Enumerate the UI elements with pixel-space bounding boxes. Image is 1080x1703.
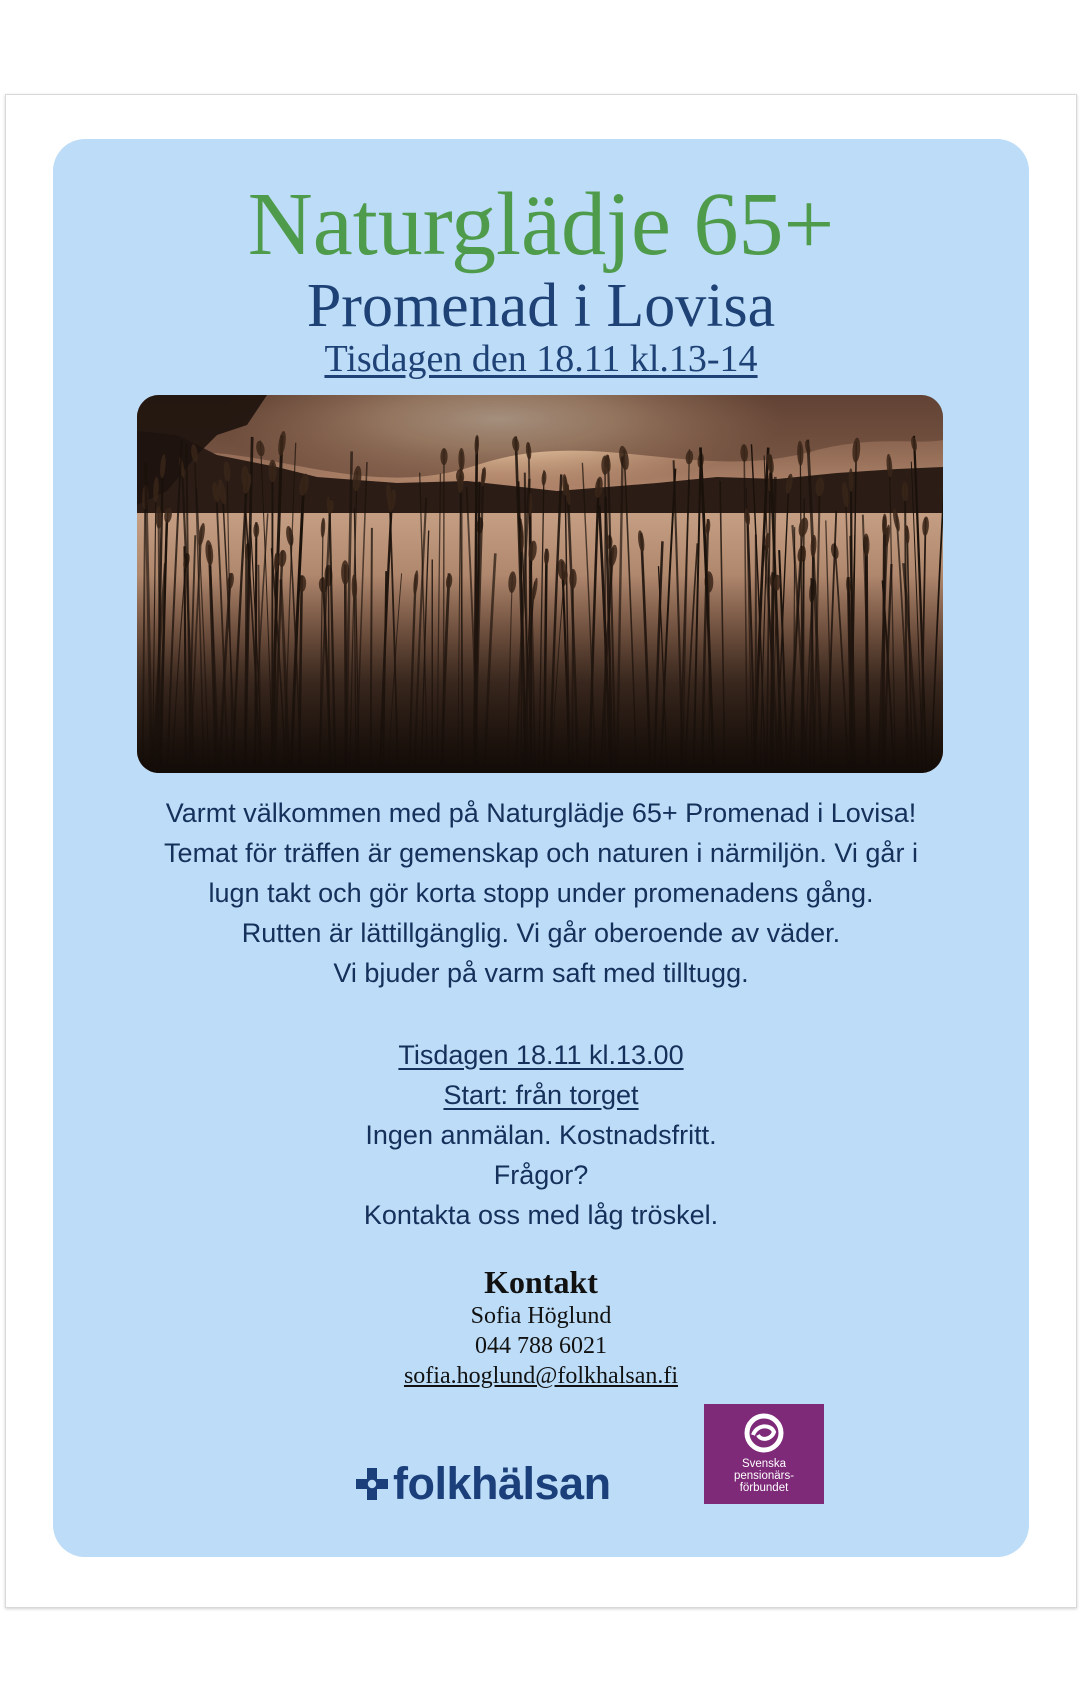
- poster-date-line: Tisdagen den 18.11 kl.13-14: [324, 338, 758, 380]
- body-line: Rutten är lättillgänglig. Vi går oberoende av väder.: [241, 918, 841, 948]
- reeds-sunset-photo: [137, 395, 943, 773]
- poster-page: [5, 94, 1077, 1608]
- body-line: Vi bjuder på varm saft med tilltugg.: [333, 958, 749, 988]
- body-line: Varmt välkommen med på Naturglädje 65+ Promenad i Lovisa!: [165, 798, 917, 828]
- contact-email-link[interactable]: sofia.hoglund@folkhalsan.fi: [403, 1363, 679, 1389]
- spf-line: pensionärs-: [733, 1470, 795, 1482]
- folkhalsan-cross-icon: [355, 1467, 389, 1501]
- contact-heading: Kontakt: [484, 1264, 598, 1300]
- event-questions: Frågor?: [493, 1160, 589, 1190]
- contact-name: Sofia Höglund: [470, 1303, 612, 1329]
- event-details: [93, 1035, 989, 1235]
- event-start-location: Start: från torget: [443, 1080, 639, 1110]
- poster-subtitle: Promenad i Lovisa: [306, 272, 776, 340]
- contact-block: [93, 1263, 989, 1391]
- body-line: Temat för träffen är gemenskap och naturen i närmiljön. Vi går i: [164, 838, 918, 868]
- folkhalsan-wordmark: folkhälsan: [393, 1458, 611, 1509]
- invitation-text: [93, 793, 989, 993]
- body-line: lugn takt och gör korta stopp under promenadens gång.: [208, 878, 874, 908]
- event-contact-note: Kontakta oss med låg tröskel.: [363, 1200, 719, 1230]
- contact-phone[interactable]: 044 788 6021: [475, 1333, 607, 1359]
- poster-title: Naturglädje 65+: [247, 175, 835, 274]
- folkhalsan-logo: [355, 1457, 611, 1511]
- spf-line: Svenska: [741, 1458, 787, 1470]
- event-date: Tisdagen 18.11 kl.13.00: [398, 1040, 684, 1070]
- spf-emblem-icon: [741, 1410, 787, 1456]
- spf-line: förbundet: [739, 1482, 789, 1494]
- spf-logo: [704, 1404, 824, 1504]
- poster-card: [53, 139, 1029, 1557]
- event-registration: Ingen anmälan. Kostnadsfritt.: [365, 1120, 717, 1150]
